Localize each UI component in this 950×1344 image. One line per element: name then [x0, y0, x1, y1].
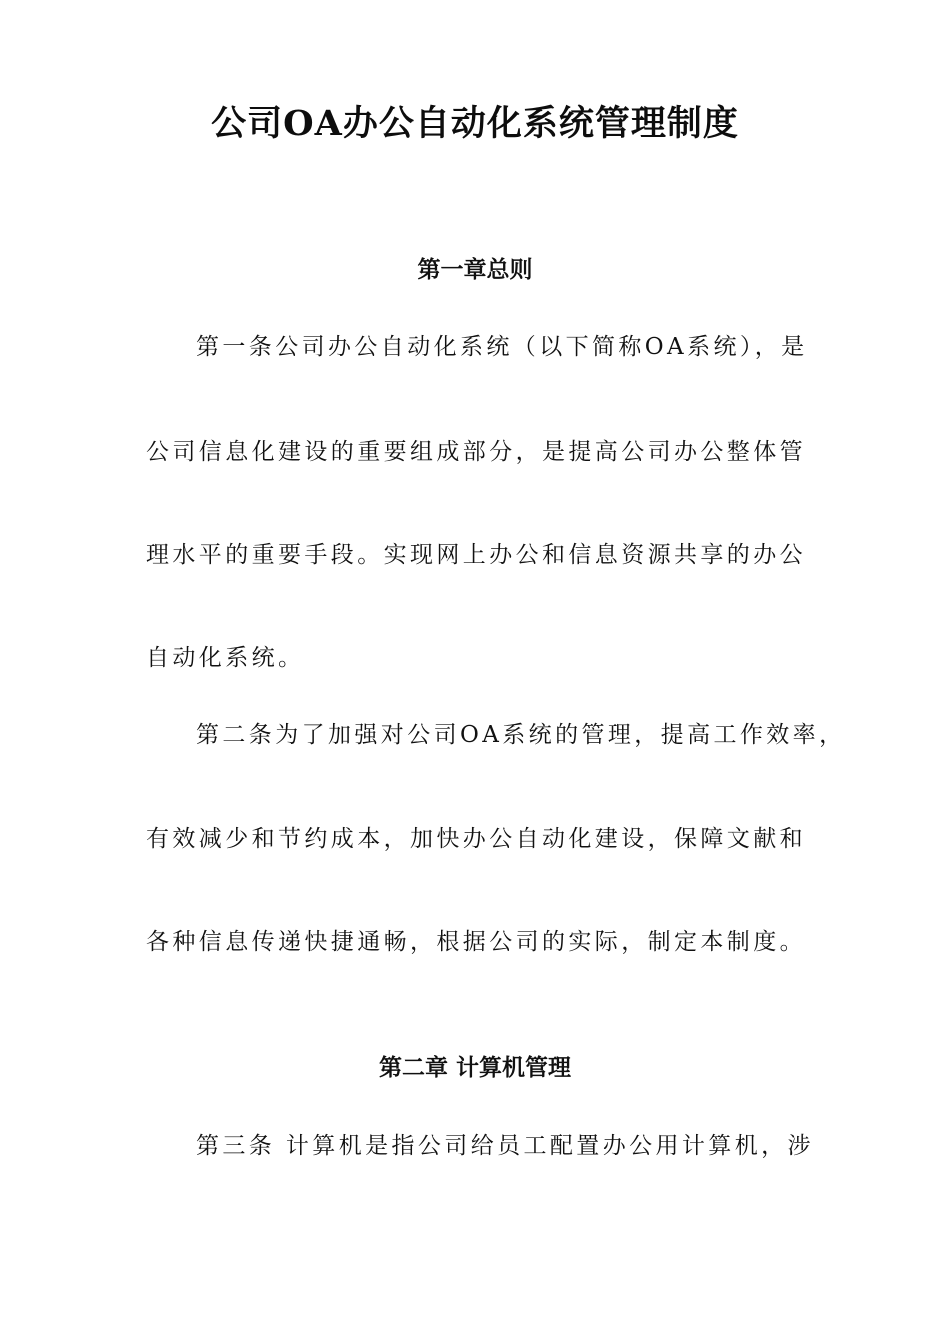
article-1-line-2: 公司信息化建设的重要组成部分，是提高公司办公整体管	[146, 439, 806, 465]
article-2-line-2: 有效减少和节约成本，加快办公自动化建设，保障文献和	[146, 826, 806, 852]
chapter-2-heading: 第二章 计算机管理	[378, 1055, 571, 1081]
article-2-line-1: 第二条为了加强对公司OA系统的管理，提高工作效率，	[196, 722, 846, 748]
document-title: 公司OA办公自动化系统管理制度	[211, 103, 739, 144]
chapter-1-heading: 第一章总则	[417, 257, 533, 283]
article-3-line-1: 第三条 计算机是指公司给员工配置办公用计算机，涉	[196, 1133, 814, 1159]
article-2-line-3: 各种信息传递快捷通畅，根据公司的实际，制定本制度。	[146, 929, 806, 955]
article-1-line-4: 自动化系统。	[146, 645, 305, 671]
article-1-line-1: 第一条公司办公自动化系统（以下简称OA系统），是	[196, 334, 808, 360]
article-1-line-3: 理水平的重要手段。实现网上办公和信息资源共享的办公	[146, 542, 806, 568]
